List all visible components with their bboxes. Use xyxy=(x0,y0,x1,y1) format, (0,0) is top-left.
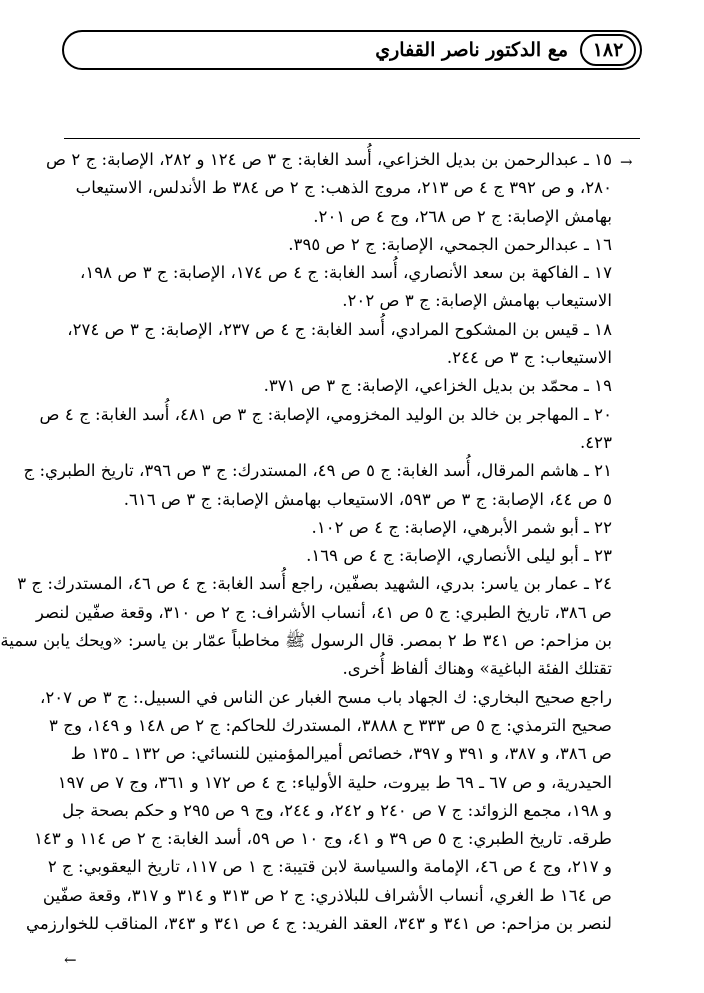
text-line: و ١٩٨، مجمع الزوائد: ج ٧ ص ٢٤٠ و ٢٤٢، و ٢٤٤، وج ٩ ص ٢٩٥ و حكم بصحة جل xyxy=(62,800,612,820)
text-line: ص ١٦٤ ط الغري، أنساب الأشراف للبلاذري: ج ٢ ص ٣١٣ و ٣١٤ و ٣١٧، وقعة صفّين xyxy=(42,885,612,905)
text-line: ٢٠ ـ المهاجر بن خالد بن الوليد المخزومي، الإصابة: ج ٣ ص ٤٨١، أُسد الغابة: ج ٤ ص xyxy=(39,404,612,424)
running-header xyxy=(62,30,642,70)
continued-from-previous-arrow-icon: → xyxy=(620,153,633,171)
text-line: بن مزاحم: ص ٣٤١ ط ٢ بمصر. قال الرسول ﷺ مخاطباً عمّار بن ياسر: «ويحك يابن سمية xyxy=(0,631,612,651)
text-line: الاستيعاب بهامش الإصابة: ج ٣ ص ٢٠٢. xyxy=(342,291,612,311)
text-line: ١٨ ـ قيس بن المشكوح المرادي، أُسد الغابة: ج ٤ ص ٢٣٧، الإصابة: ج ٣ ص ٢٧٤، xyxy=(67,319,612,339)
text-line: الاستيعاب: ج ٣ ص ٢٤٤. xyxy=(446,348,612,368)
text-line: الحيدرية، و ص ٦٧ ـ ٦٩ ط بيروت، حلية الأولياء: ج ٤ ص ١٧٢ و ٣٦١، وج ٧ ص ١٩٧ xyxy=(57,772,612,792)
text-line: ٢٤ ـ عمار بن ياسر: بدري، الشهيد بصفّين، راجع أُسد الغابة: ج ٤ ص ٤٦، المستدرك: ج ٣ xyxy=(17,574,612,594)
text-line: ١٧ ـ الفاكهة بن سعد الأنصاري، أُسد الغابة: ج ٤ ص ١٧٤، الإصابة: ج ٣ ص ١٩٨، xyxy=(79,263,612,283)
page-number-badge: ١٨٢ xyxy=(580,34,636,66)
text-line: ٢١ ـ هاشم المرقال، أُسد الغابة: ج ٥ ص ٤٩، المستدرك: ج ٣ ص ٣٩٦، تاريخ الطبري: ج xyxy=(23,461,612,481)
text-line: تقتلك الفئة الباغية» وهناك ألفاظ أُخرى. xyxy=(342,659,612,679)
header-title: مع الدكتور ناصر القفاري xyxy=(375,39,568,61)
footnote-divider xyxy=(64,138,640,139)
text-line: ١٥ ـ عبدالرحمن بن بديل الخزاعي، أُسد الغابة: ج ٣ ص ١٢٤ و ٢٨٢، الإصابة: ج ٢ ص xyxy=(46,150,612,169)
continues-next-page-arrow-icon: ← xyxy=(64,951,77,969)
text-line: ٤٢٣. xyxy=(579,432,612,452)
text-line: ٢٨٠، و ص ٣٩٢ ج ٤ ص ٢١٣، مروج الذهب: ج ٢ ص ٣٨٤ ط الأندلس، الاستيعاب xyxy=(75,178,612,198)
text-line: ٥ ص ٤٤، الإصابة: ج ٣ ص ٥٩٣، الاستيعاب بهامش الإصابة: ج ٣ ص ٦١٦. xyxy=(123,489,612,509)
text-line: ١٦ ـ عبدالرحمن الجمحي، الإصابة: ج ٢ ص ٣٩٥. xyxy=(288,234,612,254)
text-line: لنصر بن مزاحم: ص ٣٤١ و ٣٤٣، العقد الفريد: ج ٤ ص ٣٤١ و ٣٤٣، المناقب للخوارزمي xyxy=(25,914,612,934)
text-line: بهامش الإصابة: ج ٢ ص ٢٦٨، وج ٤ ص ٢٠١. xyxy=(313,206,612,226)
text-line: ص ٣٨٦، تاريخ الطبري: ج ٥ ص ٤١، أنساب الأشراف: ج ٢ ص ٣١٠، وقعة صفّين لنصر xyxy=(35,602,612,622)
text-line: صحيح الترمذي: ج ٥ ص ٣٣٣ ح ٣٨٨٨، المستدرك للحاكم: ج ٢ ص ١٤٨ و ١٤٩، وج ٣ xyxy=(49,715,612,735)
text-line: ١٩ ـ محمّد بن بديل الخزاعي، الإصابة: ج ٣ ص ٣٧١. xyxy=(263,376,612,396)
text-line: ٢٢ ـ أبو شمر الأبرهي، الإصابة: ج ٤ ص ١٠٢. xyxy=(311,517,612,537)
text-line: طرقه. تاريخ الطبري: ج ٥ ص ٣٩ و ٤١، وج ١٠ ص ٥٩، أسد الغابة: ج ٢ ص ١١٤ و ١٤٣ xyxy=(34,829,612,849)
text-line: ٢٣ ـ أبو ليلى الأنصاري، الإصابة: ج ٤ ص ١٦٩. xyxy=(306,546,612,566)
text-line: و ٢١٧، وج ٤ ص ٤٦، الإمامة والسياسة لابن قتيبة: ج ١ ص ١١٧، تاريخ اليعقوبي: ج ٢ xyxy=(47,857,612,877)
text-line: راجع صحيح البخاري: ك الجهاد باب مسح الغبار عن الناس في السبيل.: ج ٣ ص ٢٠٧، xyxy=(40,687,612,707)
footnotes-body xyxy=(0,146,612,938)
text-line: ص ٣٨٦، و ٣٨٧، و ٣٩١ و ٣٩٧، خصائص أميرالمؤمنين للنسائي: ص ١٣٢ ـ ١٣٥ ط xyxy=(70,744,612,764)
